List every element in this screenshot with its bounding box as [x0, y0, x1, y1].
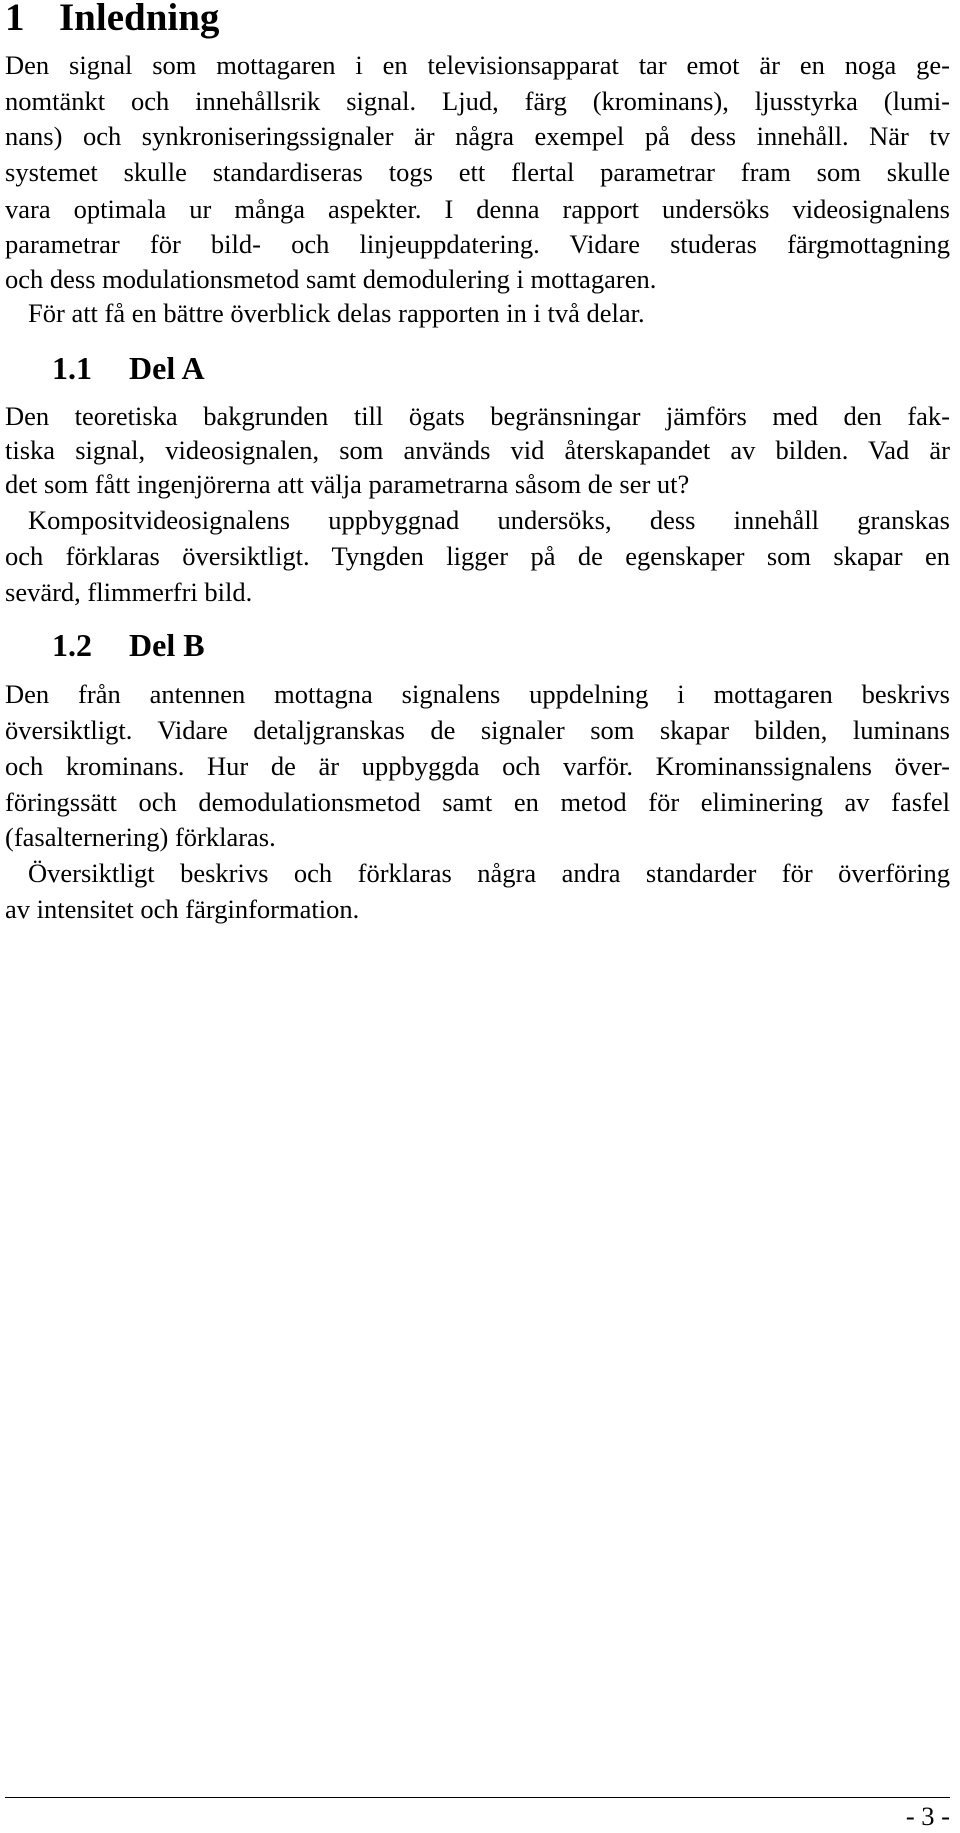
footer-divider — [5, 1797, 950, 1798]
section-b-line: (fasalternering) förklaras. — [5, 822, 276, 852]
section-title: Del A — [129, 350, 205, 386]
intro-line: parametrar för bild- och linjeuppdatering. Vidare studeras färgmottagning — [5, 229, 950, 259]
chapter-heading — [5, 0, 219, 38]
section-title: Del B — [129, 627, 205, 663]
section-number: 1.1 — [52, 350, 92, 386]
section-a-line: Kompositvideosignalens uppbyggnad undersöks, dess innehåll granskas — [28, 505, 950, 535]
section-b-line: och krominans. Hur de är uppbyggda och varför. Krominanssignalens över- — [5, 751, 950, 781]
section-b-line: Den från antennen mottagna signalens uppdelning i mottagaren beskrivs — [5, 679, 950, 709]
section-b-line: föringssätt och demodulationsmetod samt en metod för eliminering av fasfel — [5, 787, 950, 817]
intro-line: nans) och synkroniseringssignaler är några exempel på dess innehåll. När tv — [5, 121, 950, 151]
page-number: - 3 - — [905, 1801, 950, 1831]
intro-line: och dess modulationsmetod samt demodulering i mottagaren. — [5, 264, 657, 294]
chapter-number: 1 — [5, 0, 25, 39]
section-number: 1.2 — [52, 627, 92, 663]
section-a-line: det som fått ingenjörerna att välja parametrarna såsom de ser ut? — [5, 469, 690, 499]
section-b-line: Översiktligt beskrivs och förklaras några andra standarder för överföring — [28, 858, 950, 888]
section-a-line: och förklaras översiktligt. Tyngden ligger på de egenskaper som skapar en — [5, 541, 950, 571]
section-b-line: av intensitet och färginformation. — [5, 894, 360, 924]
section-b-line: översiktligt. Vidare detaljgranskas de signaler som skapar bilden, luminans — [5, 715, 950, 745]
section-a-line: tiska signal, videosignalen, som används vid återskapandet av bilden. Vad är — [5, 435, 950, 465]
section-heading-del-b — [52, 626, 205, 664]
section-a-line: Den teoretiska bakgrunden till ögats begränsningar jämförs med den fak- — [5, 401, 950, 431]
section-heading-del-a — [52, 349, 205, 387]
intro-line: systemet skulle standardiseras togs ett flertal parametrar fram som skulle — [5, 157, 950, 187]
section-a-line: sevärd, flimmerfri bild. — [5, 577, 253, 607]
chapter-title: Inledning — [59, 0, 220, 39]
intro-line: Den signal som mottagaren i en televisionsapparat tar emot är en noga ge- — [5, 50, 950, 80]
intro-line: vara optimala ur många aspekter. I denna rapport undersöks videosignalens — [5, 194, 950, 224]
intro-line: För att få en bättre överblick delas rapporten in i två delar. — [28, 298, 645, 328]
intro-line: nomtänkt och innehållsrik signal. Ljud, färg (krominans), ljusstyrka (lumi- — [5, 86, 950, 116]
